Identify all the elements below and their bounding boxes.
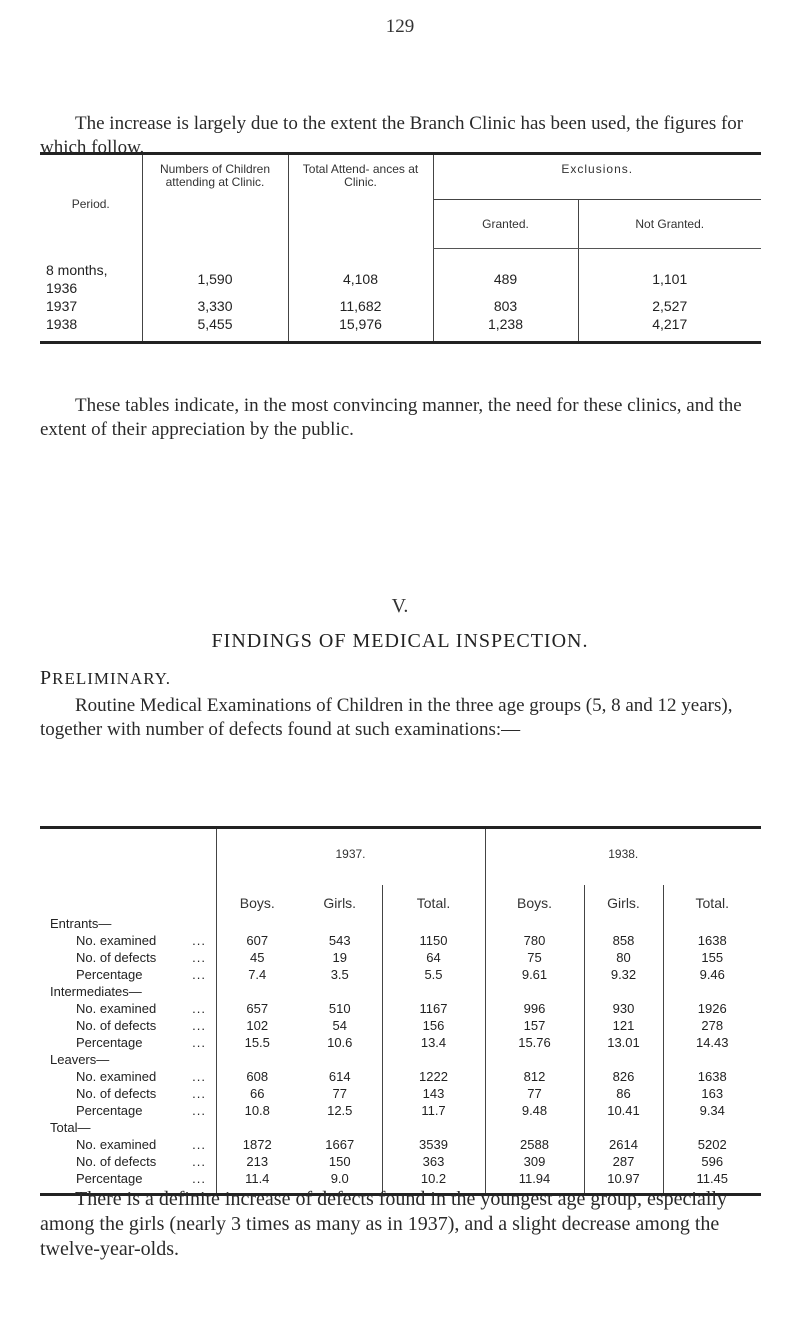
sub-heading-initial: P [40,667,53,689]
row-label: Percentage ... [76,1035,206,1050]
row-label: Percentage ... [76,967,206,982]
tables-paragraph: These tables indicate, in the most convincing manner, the need for these clinics, and the extent of their appreciation by the public. [40,395,742,440]
group-label: Intermediates— [50,984,142,999]
row-label: No. examined ... [76,1069,206,1084]
header-total-1938: Total. [663,885,761,915]
medical-examinations-table [40,826,761,1196]
table-row: Percentage ... 10.8 12.5 11.7 9.48 10.41 9.34 [40,1102,761,1119]
attendances-cell: 4,108 [288,249,433,297]
row-label: No. of defects ... [76,950,206,965]
table-row: Percentage ... 7.4 3.5 5.5 9.61 9.32 9.46 [40,966,761,983]
sub-heading-rest: RELIMINARY. [52,669,171,688]
granted-cell: 1,238 [433,315,578,343]
header-year-1938: 1938. [485,828,761,886]
children-cell: 1,590 [142,249,288,297]
sub-heading [40,667,171,690]
row-label: Percentage ... [76,1171,206,1186]
group-label: Leavers— [50,1052,110,1067]
page-number: 129 [385,16,415,37]
table-row: No. of defects ... 213 150 363 309 287 596 [40,1153,761,1170]
header-granted: Granted. [433,200,578,249]
header-boys-1937: Boys. [216,885,298,915]
header-total-1937: Total. [382,885,485,915]
children-cell: 5,455 [142,315,288,343]
table-row: No. examined ... 657 510 1167 996 930 1926 [40,1000,761,1017]
empty-header [40,885,216,915]
children-cell: 3,330 [142,297,288,315]
row-label: No. of defects ... [76,1018,206,1033]
not-granted-cell: 2,527 [578,297,761,315]
attendances-cell: 15,976 [288,315,433,343]
empty-header [40,828,216,886]
group-row [40,1051,761,1068]
row-label: No. examined ... [76,933,206,948]
table-row: No. of defects ... 66 77 143 77 86 163 [40,1085,761,1102]
table-row: No. examined ... 607 543 1150 780 858 1638 [40,932,761,949]
closing-paragraph: There is a definite increase of defects found in the youngest age group, especially among the girls (nearly 3 times as many as in 1937), and a slight decrease among the twelve-year-olds. [40,1188,727,1260]
header-period: Period. [71,197,110,212]
table-row: Percentage ... 11.4 9.0 10.2 11.94 10.97 11.45 [40,1170,761,1195]
table-row [40,249,761,297]
group-row [40,1119,761,1136]
header-girls-1938: Girls. [584,885,663,915]
section-title: FINDINGS OF MEDICAL INSPECTION. [211,630,589,652]
table-row: No. of defects ... 102 54 156 157 121 278 [40,1017,761,1034]
attendances-cell: 11,682 [288,297,433,315]
row-label: No. examined ... [76,1001,206,1016]
group-row [40,983,761,1000]
table-row: No. of defects ... 45 19 64 75 80 155 [40,949,761,966]
group-label: Total— [50,1120,91,1135]
header-exclusions: Exclusions. [433,154,761,200]
not-granted-cell: 4,217 [578,315,761,343]
header-girls-1937: Girls. [323,895,357,911]
routine-paragraph: Routine Medical Examinations of Children in the three age groups (5, 8 and 12 years), together with number of defects found at such examinations:— [40,695,733,740]
header-attendances: Total Attend- ances at Clinic. [288,154,433,249]
row-label: No. of defects ... [76,1086,206,1101]
granted-cell: 803 [433,297,578,315]
granted-cell: 489 [433,249,578,297]
group-row [40,915,761,932]
header-not-granted: Not Granted. [578,200,761,249]
table-row: Percentage ... 15.5 10.6 13.4 15.76 13.01 14.43 [40,1034,761,1051]
group-label: Entrants— [50,916,112,931]
table-row: No. examined ... 1872 1667 3539 2588 2614 5202 [40,1136,761,1153]
section-numeral: V. [391,595,409,617]
table-row [40,315,761,343]
period-cell: 1937 [46,297,78,314]
header-boys-1938: Boys. [485,885,584,915]
period-cell: 8 months, 1936 [46,261,108,296]
row-label: Percentage ... [76,1103,206,1118]
not-granted-cell: 1,101 [578,249,761,297]
row-label: No. of defects ... [76,1154,206,1169]
period-cell: 1938 [46,315,78,332]
clinic-attendance-table [40,152,761,344]
header-year-1937: 1937. [216,828,485,886]
row-label: No. examined ... [76,1137,206,1152]
header-children: Numbers of Children attending at Clinic. [142,154,288,249]
intro-paragraph: The increase is largely due to the extent the Branch Clinic has been used, the figures for which follow. [40,113,744,158]
table-row: No. examined ... 608 614 1222 812 826 1638 [40,1068,761,1085]
table-row [40,297,761,315]
